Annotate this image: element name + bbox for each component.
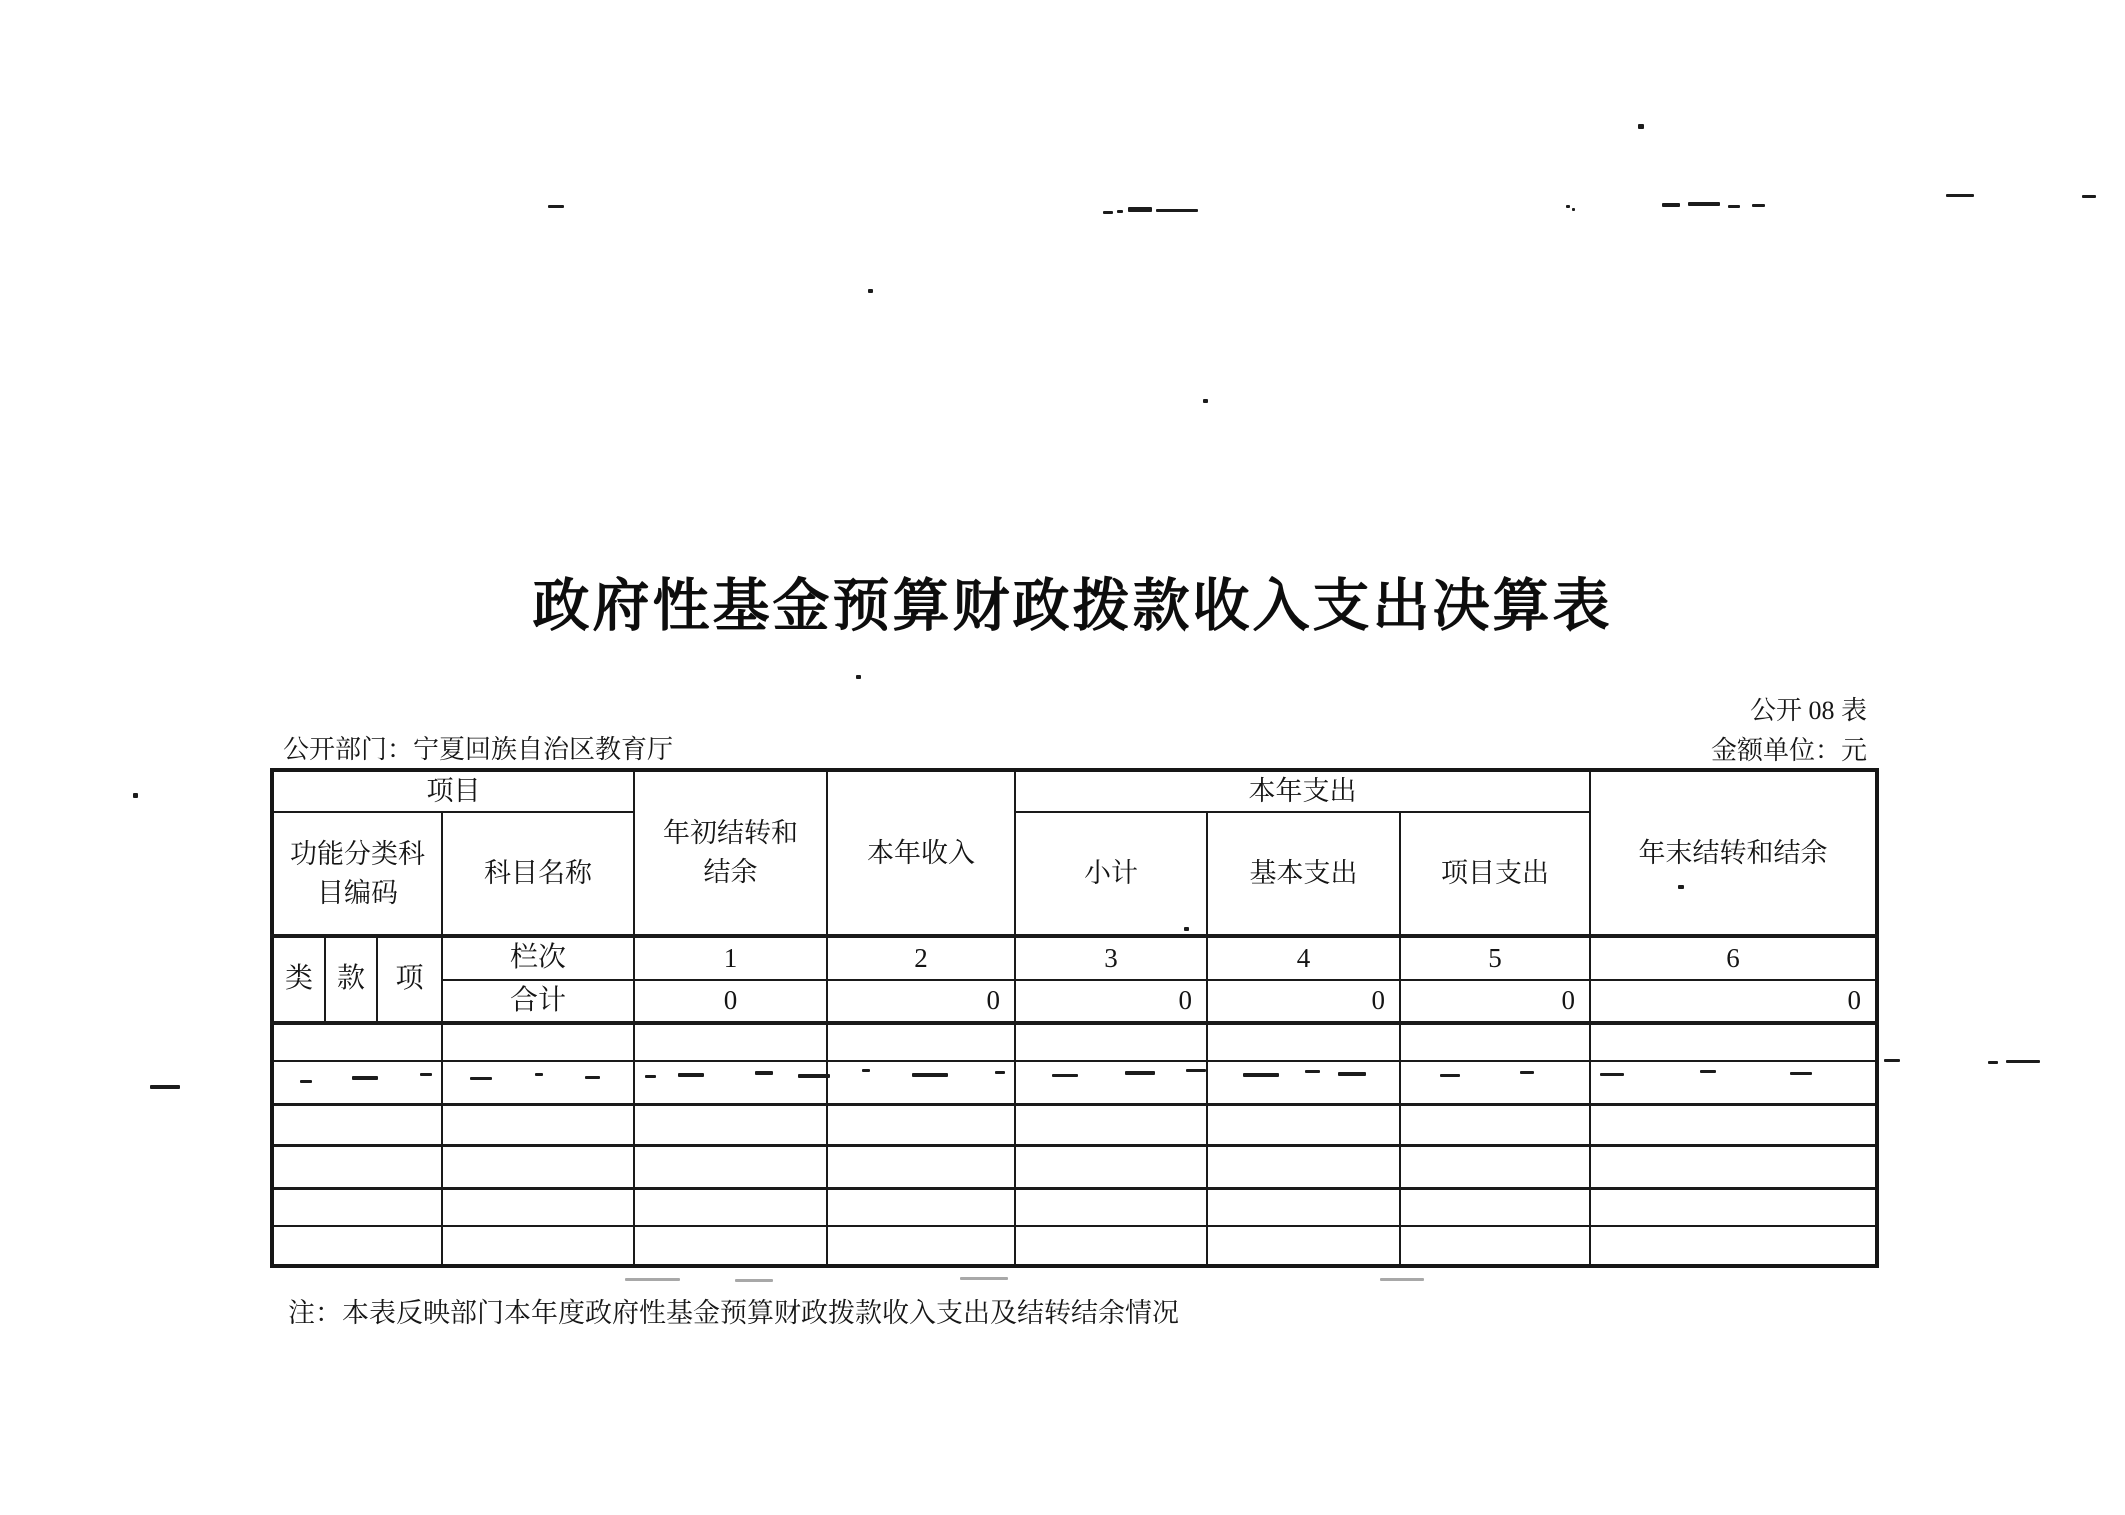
empty-cell xyxy=(1590,1226,1877,1266)
total-value-6: 0 xyxy=(1590,980,1877,1024)
empty-cell xyxy=(634,1226,827,1266)
empty-cell xyxy=(827,1188,1015,1226)
empty-cell xyxy=(1400,1061,1590,1104)
header-current-expense: 本年支出 xyxy=(1015,770,1590,812)
empty-cell xyxy=(1590,1145,1877,1188)
column-number-3: 3 xyxy=(1015,936,1207,980)
column-index-label: 栏次 xyxy=(442,936,634,980)
empty-cell xyxy=(1015,1104,1207,1145)
empty-cell xyxy=(272,1104,442,1145)
department-label: 公开部门：宁夏回族自治区教育厅 xyxy=(283,735,674,764)
empty-cell xyxy=(1590,1023,1877,1061)
total-value-5: 0 xyxy=(1400,980,1590,1024)
empty-cell xyxy=(827,1061,1015,1104)
empty-cell xyxy=(1015,1188,1207,1226)
empty-cell xyxy=(1207,1145,1400,1188)
empty-cell xyxy=(634,1145,827,1188)
empty-cell xyxy=(1015,1023,1207,1061)
header-opening-balance: 年初结转和结余 xyxy=(634,770,827,936)
empty-cell xyxy=(272,1023,442,1061)
header-project: 项目 xyxy=(272,770,634,812)
empty-cell xyxy=(442,1061,634,1104)
header-item: 项 xyxy=(377,936,442,1023)
footnote: 注：本表反映部门本年度政府性基金预算财政拨款收入支出及结转结余情况 xyxy=(288,1298,1179,1328)
total-value-3: 0 xyxy=(1015,980,1207,1024)
empty-cell xyxy=(442,1188,634,1226)
empty-cell xyxy=(442,1226,634,1266)
header-project-expense: 项目支出 xyxy=(1400,812,1590,936)
empty-cell xyxy=(1400,1226,1590,1266)
empty-cell xyxy=(827,1023,1015,1061)
column-number-5: 5 xyxy=(1400,936,1590,980)
header-subject-name: 科目名称 xyxy=(442,812,634,936)
column-number-1: 1 xyxy=(634,936,827,980)
empty-cell xyxy=(1015,1226,1207,1266)
empty-cell xyxy=(1207,1023,1400,1061)
column-number-2: 2 xyxy=(827,936,1015,980)
empty-cell xyxy=(272,1188,442,1226)
header-category: 类 xyxy=(272,936,325,1023)
empty-cell xyxy=(1400,1104,1590,1145)
empty-cell xyxy=(1590,1061,1877,1104)
empty-cell xyxy=(634,1188,827,1226)
header-subtotal: 小计 xyxy=(1015,812,1207,936)
amount-unit-label: 金额单位：元 xyxy=(1710,736,1867,765)
empty-cell xyxy=(1590,1188,1877,1226)
empty-cell xyxy=(442,1023,634,1061)
empty-cell xyxy=(272,1226,442,1266)
empty-cell xyxy=(827,1226,1015,1266)
empty-cell xyxy=(1590,1104,1877,1145)
column-number-4: 4 xyxy=(1207,936,1400,980)
empty-cell xyxy=(827,1104,1015,1145)
empty-cell xyxy=(442,1104,634,1145)
empty-cell xyxy=(1015,1061,1207,1104)
empty-cell xyxy=(272,1145,442,1188)
empty-cell xyxy=(442,1145,634,1188)
header-basic-expense: 基本支出 xyxy=(1207,812,1400,936)
empty-cell xyxy=(1207,1226,1400,1266)
empty-cell xyxy=(272,1061,442,1104)
header-clause: 款 xyxy=(325,936,377,1023)
header-yearend-balance: 年末结转和结余 xyxy=(1590,770,1877,936)
empty-cell xyxy=(1015,1145,1207,1188)
header-func-code: 功能分类科目编码 xyxy=(272,812,442,936)
empty-cell xyxy=(634,1104,827,1145)
empty-cell xyxy=(1207,1104,1400,1145)
empty-cell xyxy=(1400,1023,1590,1061)
empty-cell xyxy=(1207,1061,1400,1104)
empty-cell xyxy=(634,1061,827,1104)
column-number-6: 6 xyxy=(1590,936,1877,980)
budget-table xyxy=(270,768,1879,1268)
empty-cell xyxy=(634,1023,827,1061)
empty-cell xyxy=(1400,1145,1590,1188)
empty-cell xyxy=(827,1145,1015,1188)
total-value-2: 0 xyxy=(827,980,1015,1024)
total-value-4: 0 xyxy=(1207,980,1400,1024)
total-row-label: 合计 xyxy=(442,980,634,1024)
header-current-income: 本年收入 xyxy=(827,770,1015,936)
form-number-label: 公开 08 表 xyxy=(1749,696,1867,725)
empty-cell xyxy=(1207,1188,1400,1226)
total-value-1: 0 xyxy=(634,980,827,1024)
document-title: 政府性基金预算财政拨款收入支出决算表 xyxy=(532,575,1613,638)
empty-cell xyxy=(1400,1188,1590,1226)
